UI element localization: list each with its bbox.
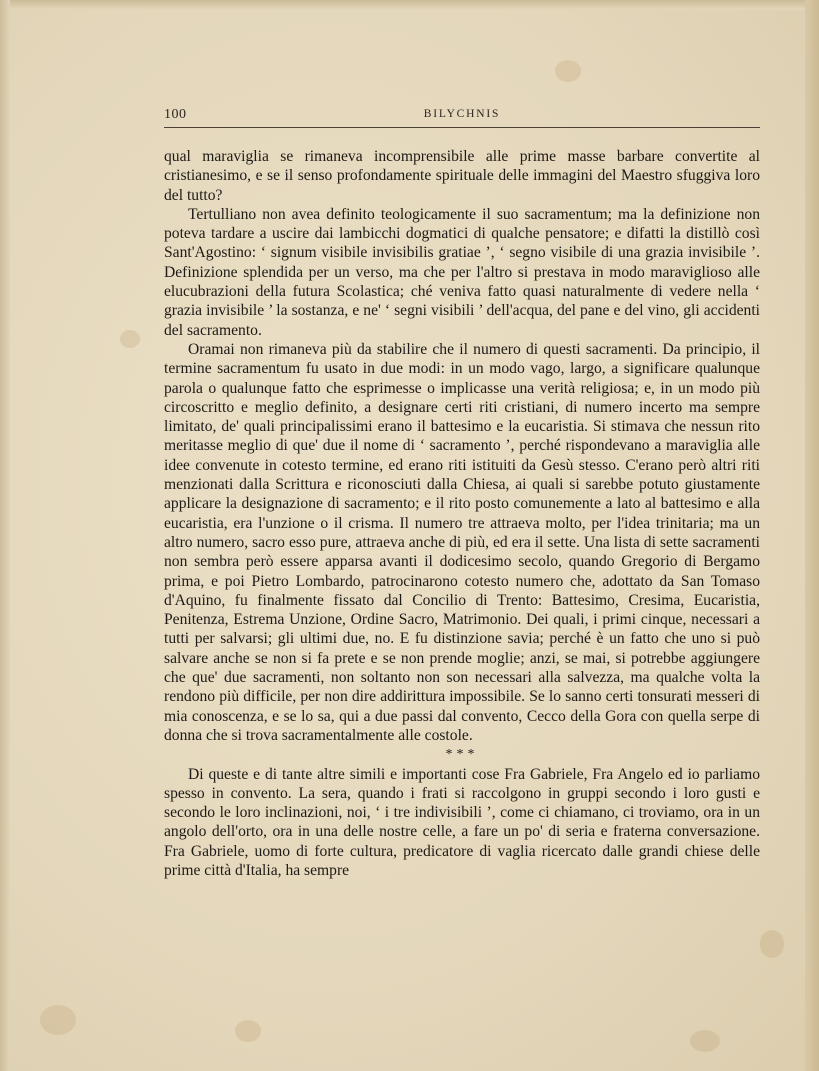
paper-foxing-spot	[760, 930, 784, 958]
page-right-edge	[805, 0, 819, 1071]
page-number: 100	[164, 107, 187, 122]
section-separator: ***	[445, 747, 479, 763]
paper-foxing-spot	[120, 330, 140, 348]
running-head: BILYCHNIS	[423, 108, 501, 120]
paragraph: Oramai non rimaneva più da stabilire che il numero di questi sacramenti. Da principio, il termine sacramentum fu usato in due modi: in un modo vago, largo, a significare qualunque parola o qualunque fatto che esprimesse o implicasse una verità religiosa; e, in un modo più circoscritto e meglio definito, a designare certi riti cristiani, di numero incerto ma sempre limitato, de' quali principalissimi erano il battesimo e la eucaristia. Si stimava che nessun rito meritasse meglio di que' due il nome di ‘ sacramento ’, perché rispondevano a maraviglia alle idee convenute in cotesto termine, ed erano riti istituiti da Gesù stesso. C'erano però altri riti menzionati dalla Scrittura e riconosciuti dalla Chiesa, ai quali si sarebbe potuto giustamente applicare la designazione di sacramento; e il rito posto comunemente a lato al battesimo e alla eucaristia, era l'unzione o il crisma. Il numero tre attraeva molto, per l'idea trinitaria; ma un altro numero, sacro esso pure, attraeva anche di più, ed era il sette. Una lista di sette sacramenti non sembra però essere apparsa avanti il dodicesimo secolo, quando Gregorio di Bergamo prima, e poi Pietro Lombardo, patrocinarono cotesto numero che, adottato da San Tomaso d'Aquino, fu finalmente fissato dal Concilio di Trento: Battesimo, Cresima, Eucaristia, Penitenza, Estrema Unzione, Ordine Sacro, Matrimonio. Dei quali, i primi cinque, necessari a tutti per salvarsi; gli ultimi due, no. E fu distinzione savia; perché è un fatto che uno si può salvare anche se non si fa prete e se non prende moglie; anzi, se mai, si potrebbe aggiungere che que' due sacramenti, non soltanto non son necessari alla salvezza, ma qualche volta la rendono più difficile, per non dire addirittura impossibile. Se lo sanno certi tonsurati messeri di mia conoscenza, e se lo sa, qui a due passi dal convento, Cecco della Gora con quella serpe di donna che si trova sacramentalmente alle costole.	[164, 340, 760, 744]
paper-foxing-spot	[555, 60, 581, 82]
paragraph: qual maraviglia se rimaneva incomprensibile alle prime masse barbare convertite al cristianesimo, e se il senso profondamente spirituale delle immagini del Maestro sfuggiva loro del tutto?	[164, 148, 760, 204]
body-text	[164, 147, 760, 880]
paragraph: Di queste e di tante altre simili e importanti cose Fra Gabriele, Fra Angelo ed io parliamo spesso in convento. La sera, quando i frati si raccolgono in gruppi secondo i loro gusti e secondo le loro inclinazioni, noi, ‘ i tre indivisibili ’, come ci chiamano, ci troviamo, ora in un angolo dell'orto, ora in una delle nostre celle, a fare un po' di seria e fraterna conversazione. Fra Gabriele, uomo di forte cultura, predicatore di vaglia ricercato dalle grandi chiese delle prime città d'Italia, ha sempre	[164, 765, 760, 879]
paper-foxing-spot	[40, 1005, 76, 1035]
page-left-edge	[0, 0, 10, 1071]
page-header	[164, 107, 760, 128]
paragraph: Tertulliano non avea definito teologicamente il suo sacramentum; ma la definizione non poteva tardare a uscire dai lambicchi dogmatici di qualche pensatore; e difatti la distillò così Sant'Agostino: ‘ signum visibile invisibilis gratiae ’, ‘ segno visibile di una grazia invisibile ’. Definizione splendida per un verso, ma che per l'altro si prestava in modo maraviglioso alle elucubrazioni della futura Scolastica; ché veniva fatto quasi naturalmente di vedere nella ‘ grazia invisibile ’ la sostanza, e ne' ‘ segni visibili ’ dell'acqua, del pane e del vino, gli accidenti del sacramento.	[164, 205, 760, 339]
paper-foxing-spot	[690, 1030, 720, 1052]
page-top-edge	[0, 0, 819, 10]
paper-foxing-spot	[235, 1020, 261, 1042]
